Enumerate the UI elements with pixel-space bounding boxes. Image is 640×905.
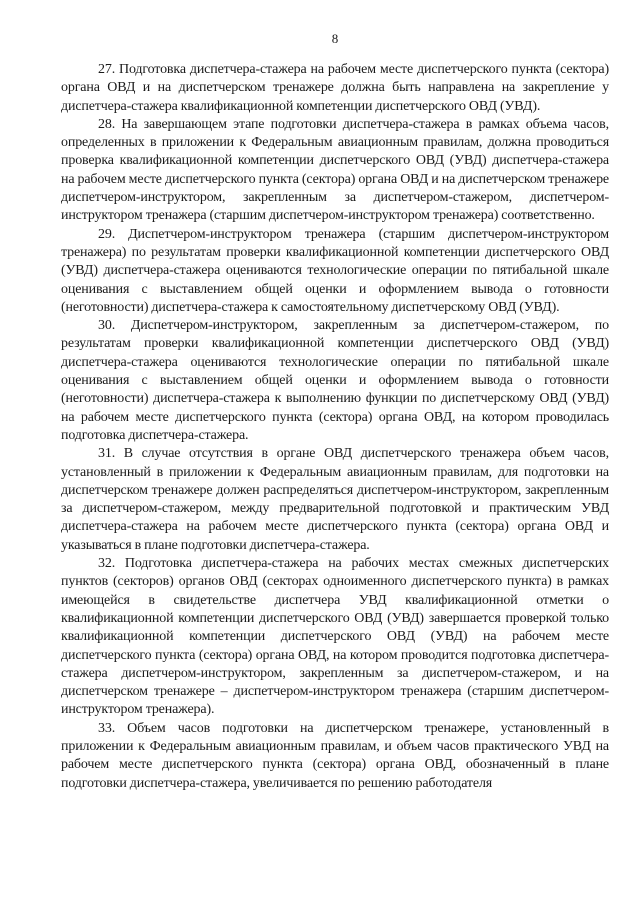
paragraph-28: 28. На завершающем этапе подготовки диспетчера-стажера в рамках объема часов, определенных в приложении к Федеральным авиационным правилам, должна проводиться проверка квалификационной компетенции диспетчерского ОВД (УВД) диспетчера-стажера на рабочем месте диспетчерского пункта (сектора) органа ОВД и на диспетчерском тренажере диспетчером-инструктором, закрепленным за диспетчером-стажером, диспетчером-инструктором тренажера (старшим диспетчером-инструктором тренажера) соответственно. <box>61 116 609 224</box>
paragraph-32: 32. Подготовка диспетчера-стажера на рабочих местах смежных диспетчерских пунктов (секторов) органов ОВД (секторах одноименного диспетчерского пункта) в рамках имеющейся в свидетельстве диспетчера УВД квалификационной отметки о квалификационной компетенции диспетчерского ОВД (УВД) завершается проверкой только квалификационной компетенции диспетчерского ОВД (УВД) на рабочем месте диспетчерского пункта (сектора) органа ОВД, на котором проводится подготовка диспетчера-стажера диспетчером-инструктором, закрепленным за диспетчером-стажером, и на диспетчерском тренажере – диспетчером-инструктором тренажера (старшим диспетчером-инструктором тренажера). <box>61 556 609 718</box>
paragraph-31: 31. В случае отсутствия в органе ОВД диспетчерского тренажера объем часов, установленный в приложении к Федеральным авиационным правилам, для подготовки на диспетчерском тренажере должен распределяться диспетчером-инструктором, закрепленным за диспетчером-стажером, между предварительной подготовкой и практическим УВД диспетчера-стажера на рабочем месте диспетчерского пункта (сектора) органа ОВД и указываться в плане подготовки диспетчера-стажера. <box>61 446 609 553</box>
paragraph-33: 33. Объем часов подготовки на диспетчерском тренажере, установленный в приложении к Федеральным авиационным правилам, и объем часов практического УВД на рабочем месте диспетчерского пункта (сектора) органа ОВД, обозначенный в плане подготовки диспетчера-стажера, увеличивается по решению работодателя <box>61 720 609 791</box>
paragraph-30: 30. Диспетчером-инструктором, закрепленным за диспетчером-стажером, по результатам проверки квалификационной компетенции диспетчерского ОВД (УВД) диспетчера-стажера оцениваются технологические операции по пятибальной шкале оценивания с выставлением общей оценки и оформлением вывода о готовности (неготовности) диспетчера-стажера к выполнению функции по диспетчерскому ОВД (УВД) на рабочем месте диспетчерского пункта (сектора) органа ОВД, на котором проводилась подготовка диспетчера-стажера. <box>61 318 609 443</box>
paragraph-27: 27. Подготовка диспетчера-стажера на рабочем месте диспетчерского пункта (сектора) органа ОВД и на диспетчерском тренажере должна быть направлена на закрепление у диспетчера-стажера квалификационной компетенции диспетчерского ОВД (УВД). <box>61 62 609 114</box>
paragraph-29: 29. Диспетчером-инструктором тренажера (старшим диспетчером-инструктором тренажера) по результатам проверки квалификационной компетенции диспетчерского ОВД (УВД) диспетчера-стажера оцениваются технологические операции по пятибальной шкале оценивания с выставлением общей оценки и оформлением вывода о готовности (неготовности) диспетчера-стажера к самостоятельному диспетчерскому ОВД (УВД). <box>61 226 609 315</box>
page-number: 8 <box>331 31 339 46</box>
